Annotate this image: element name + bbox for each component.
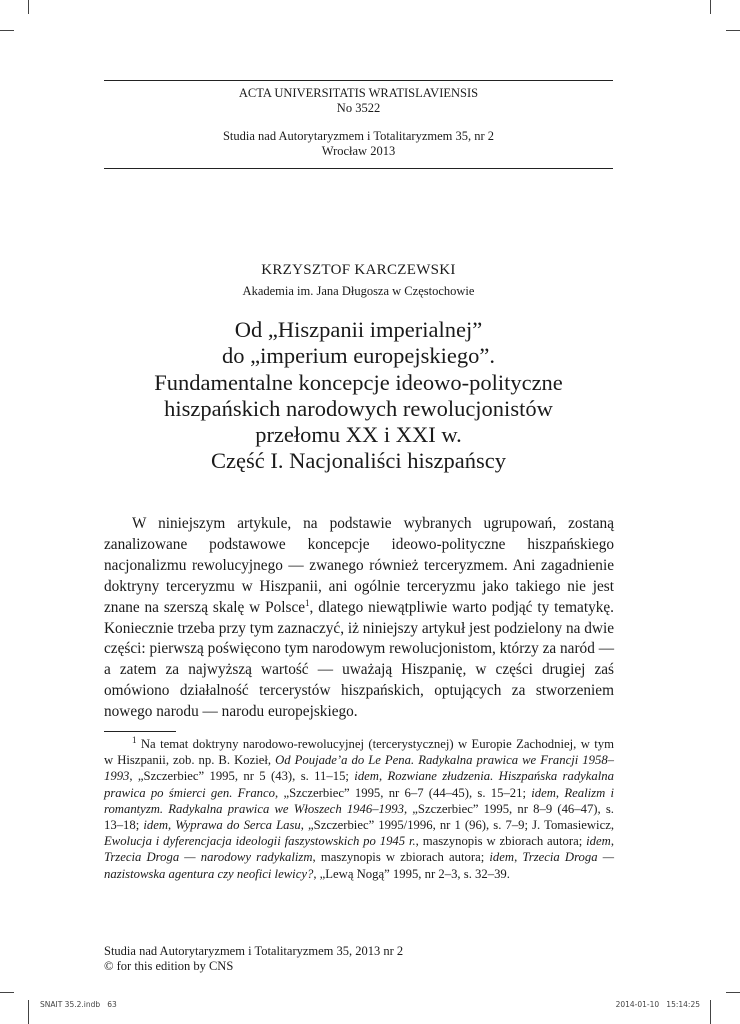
footnote-reference[interactable]: 1 <box>305 597 310 608</box>
author-affiliation: Akademia im. Jana Długosza w Częstochowie <box>242 284 475 298</box>
series-title: Studia nad Autorytaryzmem i Totalitaryzmem 35, nr 2 <box>222 129 495 143</box>
body-text-end: , dlatego niewątpliwie warto podjąć ty tematykę. Koniecznie trzeba przy tym zaznaczyć, iż niniejszy artykuł jest podzielony na dwie części: pierwszą poświęcono tym narodowym rewolucjonistom, którzy za naród — a zatem za najwyższą wartość — uważają Hiszpanię, w części drugiej zaś omówiono działalność tercerystów hiszpańskich, optujących za stworzeniem nowego narodu — narodu europejskiego. <box>104 598 614 721</box>
author-name: KRZYSZTOF KARCZEWSKI <box>261 262 456 278</box>
place-year: Wrocław 2013 <box>321 144 396 158</box>
footnote-italic-segment: idem <box>143 818 168 833</box>
footnote-italic-segment: Realizm i romantyzm. Radykalna prawica we Włoszech 1946–1993 <box>104 785 615 816</box>
page-footer <box>104 944 403 974</box>
journal-header <box>104 86 613 159</box>
title-line: do „imperium europejskiego”. <box>221 343 496 369</box>
footer-series: Studia nad Autorytaryzmem i Totalitaryzmem 35, 2013 nr 2 <box>104 944 404 958</box>
title-line: Fundamentalne koncepcje ideowo-polityczne <box>154 369 563 395</box>
crop-mark <box>726 992 740 993</box>
article-title <box>104 317 613 475</box>
footnote-italic-segment: Od Poujade’a do Le Pena. Radykalna prawica we Francji 1958–1993 <box>104 753 615 784</box>
slug-timestamp: 2014-01-10 15:14:25 <box>615 1000 700 1009</box>
footnote-segment: , <box>555 785 565 800</box>
footnote-segment: Na temat doktryny narodowo-rewolucyjnej (tercerystycznej) w Europie Zachodniej, w tym w Hiszpanii, zob. np. B. Kozieł, <box>104 737 615 768</box>
footnote-segment: , „Szczerbiec” 1995/1996, nr 1 (96), s. 7–9; J. Tomasiewicz, <box>300 818 614 833</box>
footnote-text <box>104 734 615 881</box>
crop-mark <box>28 1000 29 1024</box>
footnote-italic-segment: idem <box>586 834 611 849</box>
footnote-italic-segment: idem <box>531 785 556 800</box>
crop-mark <box>0 992 14 993</box>
footnote-italic-segment: idem <box>489 850 515 865</box>
footnote-segment: , „Szczerbiec” 1995, nr 5 (43), s. 11–15; <box>129 769 355 784</box>
crop-mark <box>726 30 740 31</box>
crop-mark <box>28 0 29 14</box>
footnote-italic-segment: Rozwiane złudzenia. Hiszpańska radykalna prawica po śmierci gen. Franco <box>104 769 614 800</box>
footnote-italic-segment: Trzecia Droga — narodowy radykalizm <box>104 850 313 865</box>
footnote-italic-segment: idem <box>354 769 379 784</box>
crop-mark <box>710 1000 711 1024</box>
crop-mark <box>0 30 14 31</box>
footnote-segment: , <box>168 818 176 833</box>
footnote-italic-segment: Ewolucja i dyferencjacja ideologii faszystowskich po 1945 r. <box>104 834 416 849</box>
title-line: hiszpańskich narodowych rewolucjonistów <box>164 395 553 421</box>
footnote-segment: , <box>610 834 614 849</box>
body-text-start: W niniejszym artykule, na podstawie wybranych ugrupowań, zostaną zanalizowane podstawowe koncepcje ideowo-polityczne hiszpańskiego nacjonalizmu rewolucyjnego — zwanego również terceryzmem. Ani zagadnienie doktryny terceryzmu w Hiszpanii, ani ogólnie terceryzmu jako takiego nie jest znane na szerszą skalę w Polsce <box>104 515 614 616</box>
footnote-segment: , „Lewą Nogą” 1995, nr 2–3, s. 32–39. <box>313 866 510 881</box>
footnote-number: 1 <box>132 734 137 745</box>
footnote-italic-segment: Wyprawa do Serca Lasu <box>175 818 301 833</box>
footnote-segment: , <box>514 850 523 865</box>
journal-name: ACTA UNIVERSITATIS WRATISLAVIENSIS <box>238 86 479 100</box>
footnote-italic-segment: Trzecia Droga — nazistowska agentura czy neofici lewicy? <box>104 850 614 881</box>
footnote-segment: , maszynopis w zbiorach autora; <box>415 834 587 849</box>
header-bottom-rule <box>104 168 613 169</box>
footnote <box>104 736 614 882</box>
footnote-segment: , <box>378 769 388 784</box>
footer-copyright: © for this edition by CNS <box>104 959 234 973</box>
footnote-separator <box>104 731 176 732</box>
footnote-segment: , „Szczerbiec” 1995, nr 6–7 (44–45), s. 15–21; <box>275 785 532 800</box>
crop-mark <box>710 0 711 14</box>
title-line: Od „Hiszpanii imperialnej” <box>234 317 483 342</box>
title-line: Część I. Nacjonaliści hiszpańscy <box>211 448 506 474</box>
title-line: przełomu XX i XXI w. <box>255 422 462 448</box>
body-paragraph <box>104 514 614 723</box>
header-top-rule <box>104 80 613 81</box>
journal-number: No 3522 <box>336 101 381 115</box>
footnote-segment: , maszynopis w zbiorach autora; <box>312 850 490 865</box>
slug-file: SNAIT 35.2.indb 63 <box>40 1000 117 1009</box>
footnote-segment: , „Szczerbiec” 1995, nr 8–9 (46–47), s. 13–18; <box>104 801 614 833</box>
